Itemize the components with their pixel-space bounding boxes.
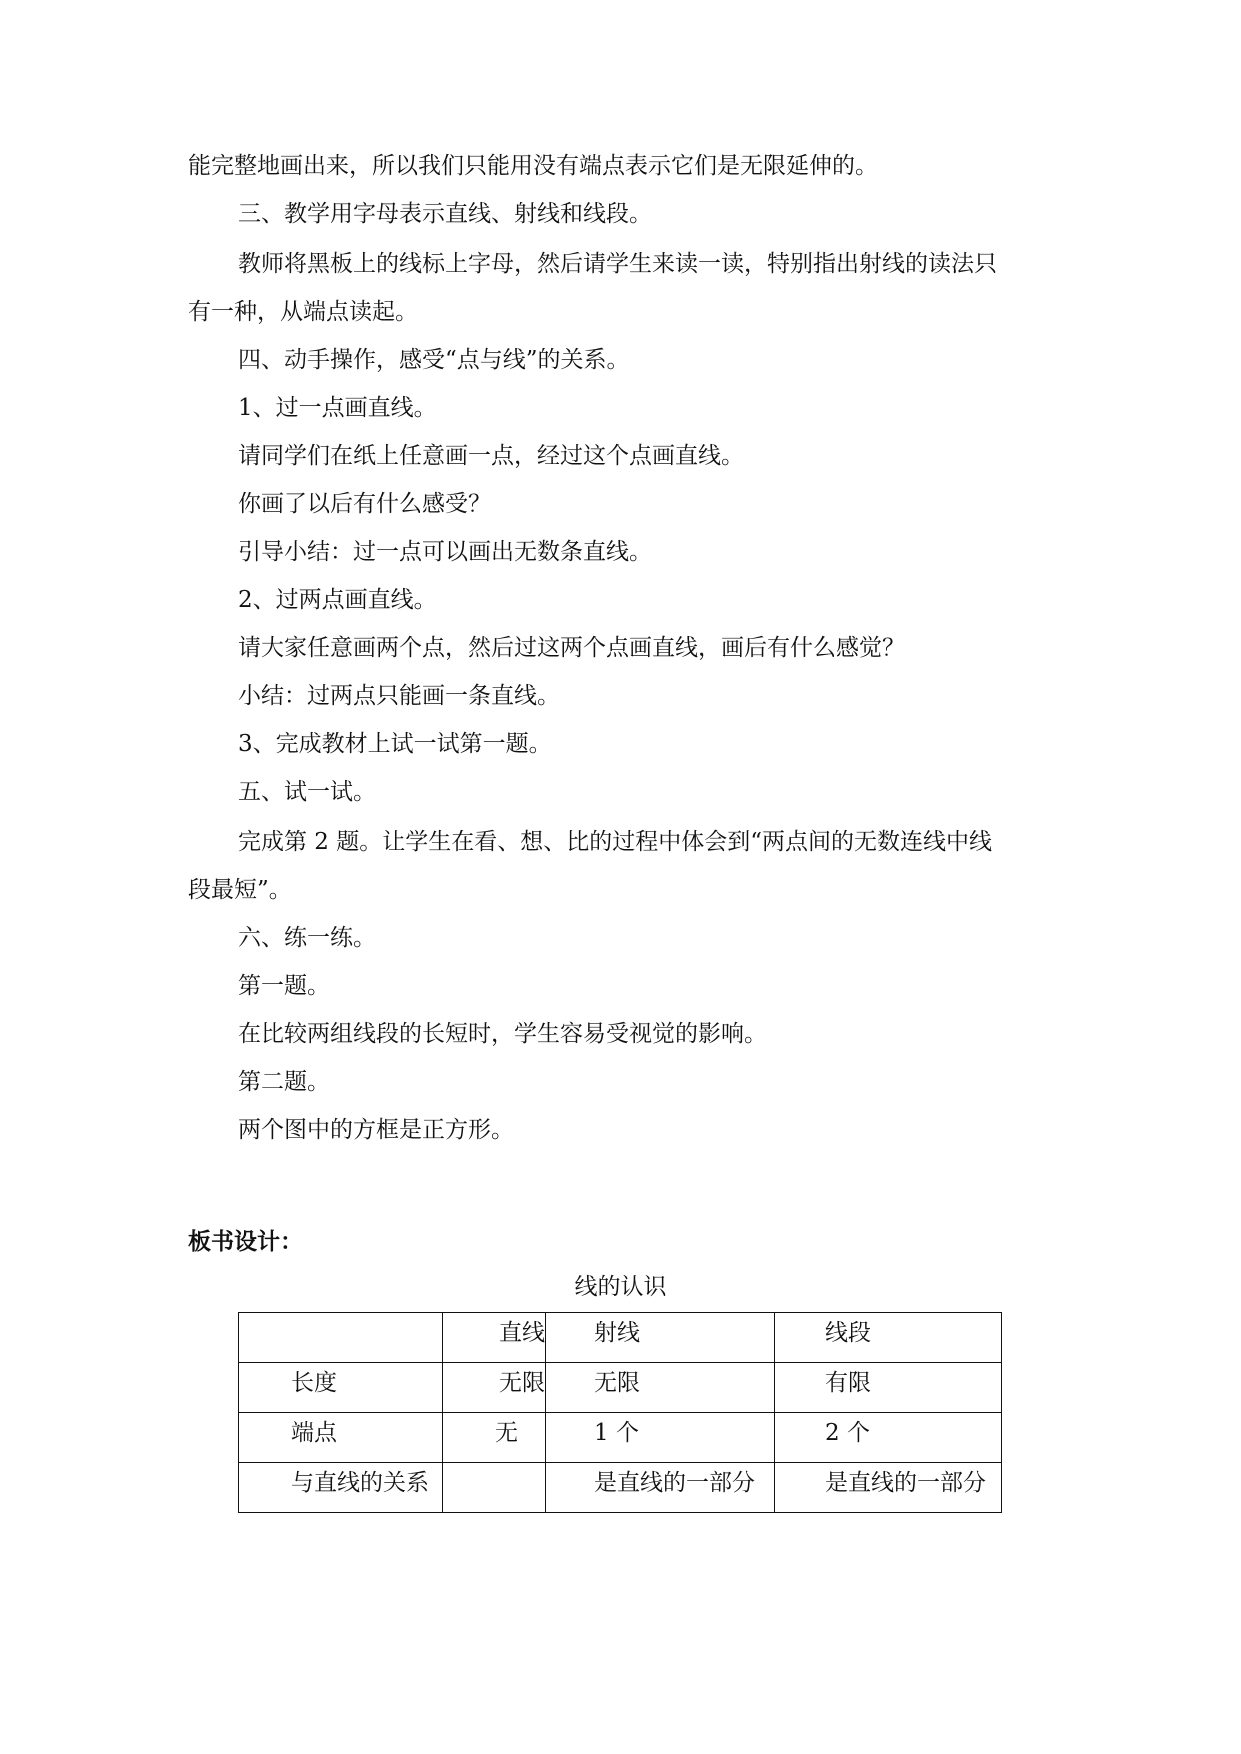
board-design-heading: 板书设计： [188,1229,303,1255]
paragraph-line: 引导小结：过一点可以画出无数条直线。 [238,539,652,565]
subsection-heading: 3、完成教材上试一试第一题。 [238,731,552,757]
paragraph-line: 段最短”。 [188,877,292,903]
subsection-heading: 1、过一点画直线。 [238,395,437,421]
table-header-row [239,1313,1002,1363]
section-heading: 四、动手操作，感受“点与线”的关系。 [238,347,630,373]
section-heading: 五、试一试。 [238,779,376,805]
table-cell: 端点 [239,1413,443,1463]
paragraph-line: 第二题。 [238,1069,330,1095]
paragraph-line: 两个图中的方框是正方形。 [238,1117,514,1143]
table-cell: 直线 [443,1313,546,1363]
table-caption: 线的认识 [574,1274,667,1300]
table-cell: 1 个 [546,1413,775,1463]
board-table [238,1312,1002,1513]
table-cell [443,1463,546,1513]
table-cell: 线段 [775,1313,1002,1363]
table-cell [239,1313,443,1363]
table-cell: 2 个 [775,1413,1002,1463]
table-row [239,1413,1002,1463]
table-cell: 射线 [546,1313,775,1363]
table-cell: 无 [443,1413,546,1463]
table-cell: 是直线的一部分 [775,1463,1002,1513]
table-cell: 长度 [239,1363,443,1413]
subsection-heading: 2、过两点画直线。 [238,587,437,613]
section-heading: 六、练一练。 [238,925,376,951]
table-cell: 与直线的关系 [239,1463,443,1513]
table-cell: 是直线的一部分 [546,1463,775,1513]
table-row [239,1463,1002,1513]
paragraph-line: 第一题。 [238,973,330,999]
section-heading: 三、教学用字母表示直线、射线和线段。 [238,201,652,227]
paragraph-line: 完成第 2 题。让学生在看、想、比的过程中体会到“两点间的无数连线中线 [238,829,993,855]
paragraph-line: 教师将黑板上的线标上字母，然后请学生来读一读，特别指出射线的读法只 [238,251,997,277]
paragraph-line: 你画了以后有什么感受？ [238,491,491,517]
paragraph-line: 在比较两组线段的长短时，学生容易受视觉的影响。 [238,1021,767,1047]
table-cell: 无限 [546,1363,775,1413]
table-cell: 无限 [443,1363,546,1413]
paragraph-line: 小结：过两点只能画一条直线。 [238,683,560,709]
table-row [239,1363,1002,1413]
paragraph-line: 能完整地画出来，所以我们只能用没有端点表示它们是无限延伸的。 [188,153,878,179]
paragraph-line: 请同学们在纸上任意画一点，经过这个点画直线。 [238,443,744,469]
paragraph-line: 有一种，从端点读起。 [188,299,418,325]
table-cell: 有限 [775,1363,1002,1413]
paragraph-line: 请大家任意画两个点，然后过这两个点画直线，画后有什么感觉？ [238,635,905,661]
